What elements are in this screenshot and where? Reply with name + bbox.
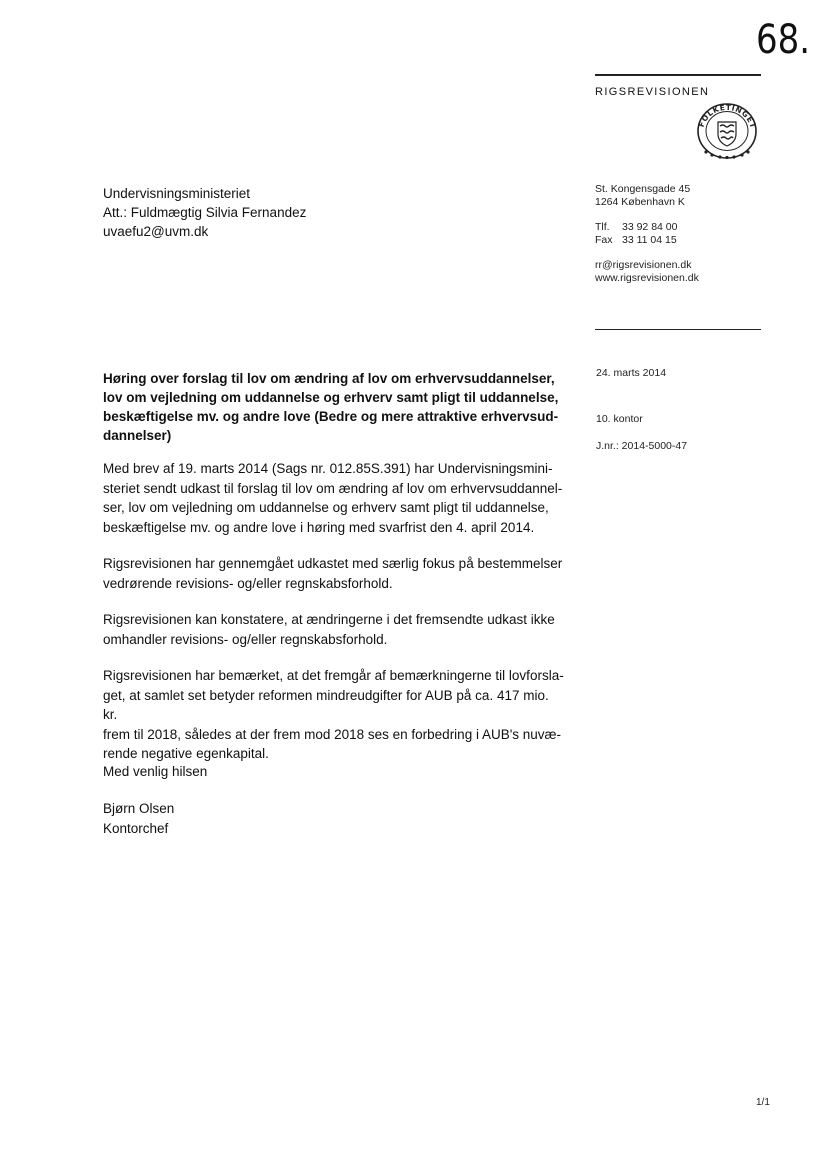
body-line: Rigsrevisionen kan konstatere, at ændringerne i det fremsendte udkast ikke	[103, 612, 555, 627]
subject-line: Høring over forslag til lov om ændring af lov om erhvervsuddannelser,	[103, 371, 555, 386]
body-line: steriet sendt udkast til forslag til lov om ændring af lov om erhvervsuddannel-	[103, 480, 563, 496]
letter-subject	[103, 369, 565, 445]
phone-label: Tlf.	[595, 221, 610, 233]
body-line: Rigsrevisionen har bemærket, at det fremgår af bemærkningerne til lovforsla-	[103, 668, 564, 683]
recipient-email: uvaefu2@uvm.dk	[103, 224, 209, 239]
sender-contact-block	[595, 183, 699, 285]
handwritten-page-number: 68.	[756, 17, 811, 63]
fax-label: Fax	[595, 234, 613, 246]
body-paragraph-4	[103, 666, 565, 764]
closing-salutation: Med venlig hilsen	[103, 764, 208, 779]
org-name: RIGSREVISIONEN	[595, 86, 710, 98]
subject-line: beskæftigelse mv. og andre love (Bedre og mere attraktive erhvervsud-	[103, 409, 559, 424]
body-line: Med brev af 19. marts 2014 (Sags nr. 012.85S.391) har Undervisningsmini-	[103, 461, 553, 476]
sender-website: www.rigsrevisionen.dk	[595, 272, 699, 284]
body-line: omhandler revisions- og/eller regnskabsforhold.	[103, 631, 388, 647]
signer-title: Kontorchef	[103, 820, 169, 836]
body-line: beskæftigelse mv. og andre love i høring med svarfrist den 4. april 2014.	[103, 519, 535, 535]
sender-city: 1264 København K	[595, 196, 685, 208]
recipient-attention: Att.: Fuldmægtig Silvia Fernandez	[103, 205, 307, 220]
signature-block	[103, 799, 565, 838]
body-paragraph-3	[103, 610, 565, 649]
journal-number: J.nr.: 2014-5000-47	[596, 440, 688, 452]
letterhead-top-rule	[595, 74, 761, 76]
body-paragraph-1	[103, 459, 565, 537]
body-line: get, at samlet set betyder reformen mindreudgifter for AUB på ca. 417 mio. kr.	[103, 687, 549, 722]
body-line: rende negative egenkapital.	[103, 746, 269, 761]
recipient-name: Undervisningsministeriet	[103, 186, 251, 201]
folketinget-seal-icon	[696, 102, 758, 160]
svg-text:FOLKETINGET	[697, 103, 758, 130]
recipient-address	[103, 184, 306, 241]
letterhead-mid-rule	[595, 329, 761, 330]
sender-phone	[595, 221, 699, 234]
fax-number: 33 11 04 15	[622, 234, 677, 246]
subject-line: dannelser)	[103, 428, 172, 443]
subject-line: lov om vejledning om uddannelse og erhverv samt pligt til uddannelse,	[103, 390, 559, 405]
page-count: 1/1	[756, 1097, 770, 1108]
office-number: 10. kontor	[596, 413, 643, 425]
body-line: frem til 2018, således at der frem mod 2018 ses en forbedring i AUB's nuvæ-	[103, 726, 562, 742]
phone-number: 33 92 84 00	[622, 221, 678, 233]
body-line: vedrørende revisions- og/eller regnskabsforhold.	[103, 575, 393, 591]
body-paragraph-2	[103, 554, 565, 593]
sender-fax	[595, 234, 699, 247]
signer-name: Bjørn Olsen	[103, 801, 175, 816]
letter-date: 24. marts 2014	[596, 367, 667, 379]
sender-email: rr@rigsrevisionen.dk	[595, 259, 692, 271]
sender-street: St. Kongensgade 45	[595, 183, 691, 195]
body-line: Rigsrevisionen har gennemgået udkastet med særlig fokus på bestemmelser	[103, 556, 563, 571]
body-line: ser, lov om vejledning om uddannelse og erhverv samt pligt til uddannelse,	[103, 500, 549, 515]
seal-text: FOLKETINGET	[696, 102, 758, 130]
